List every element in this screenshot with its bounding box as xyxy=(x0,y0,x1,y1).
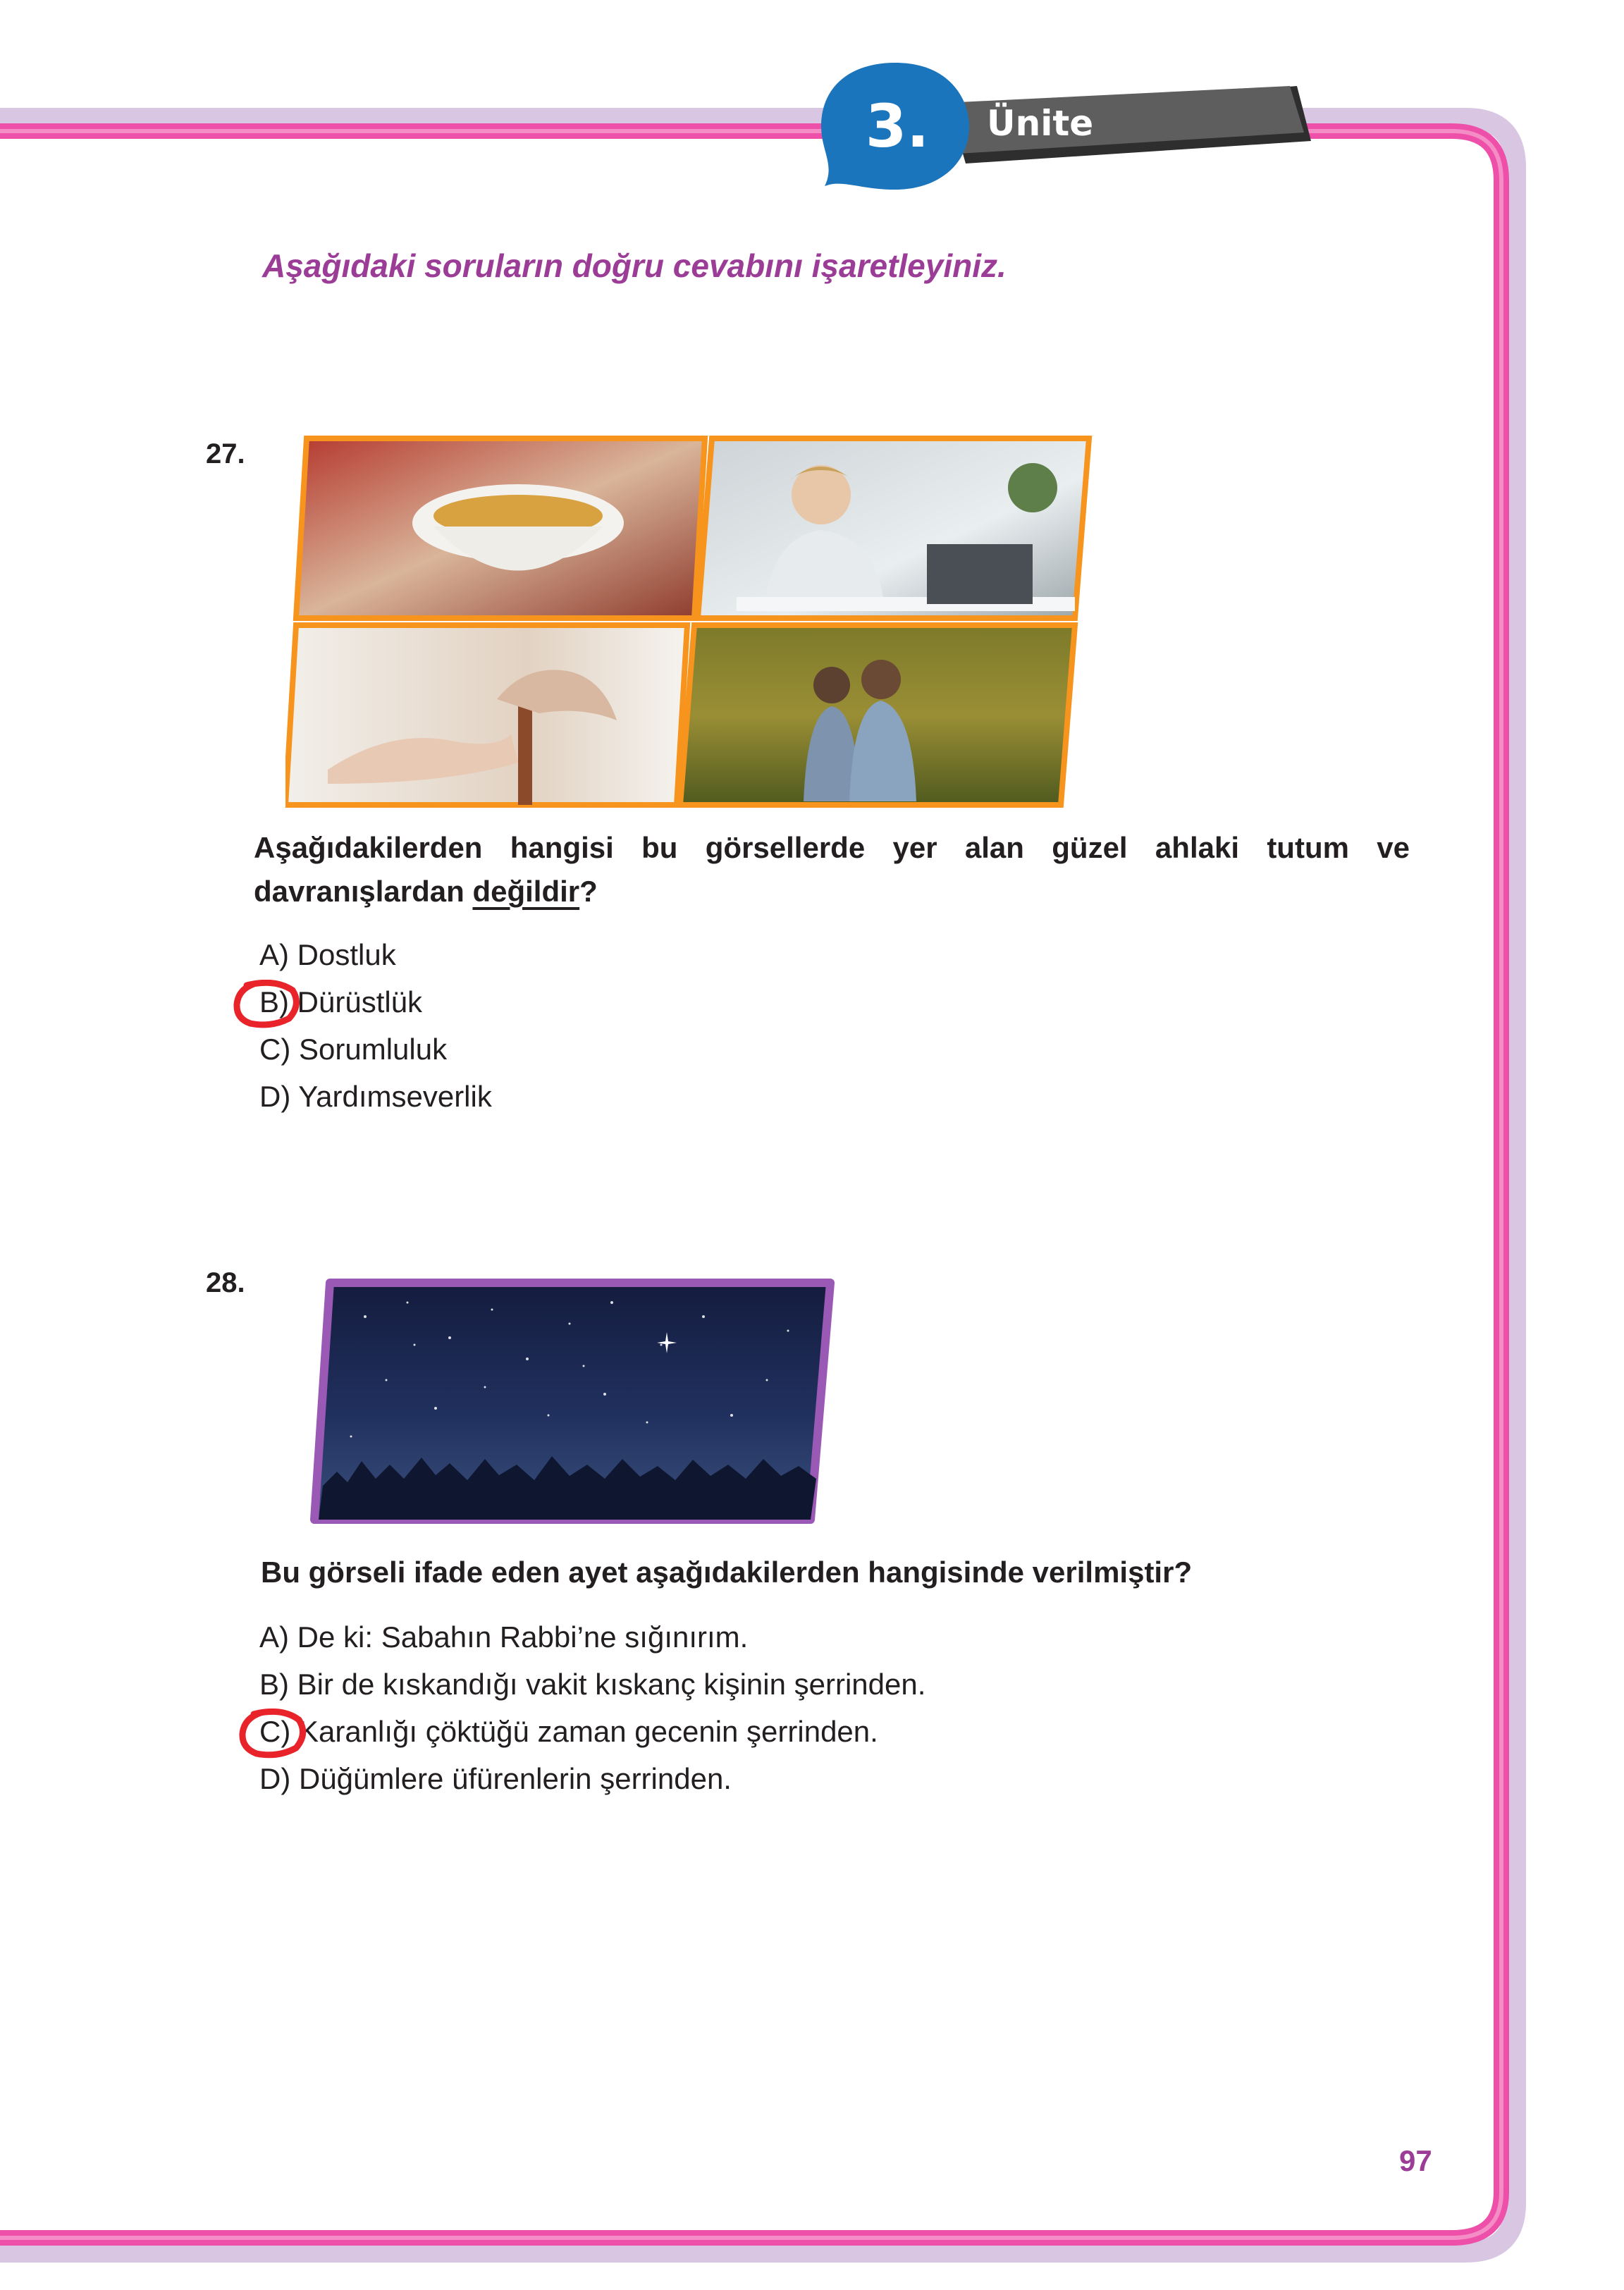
unit-label: Ünite xyxy=(987,103,1094,144)
photo-boy-studying xyxy=(698,438,1089,618)
question-27-option-a[interactable]: A) Dostluk xyxy=(259,938,396,971)
question-28-stem: Bu görseli ifade eden ayet aşağıdakilerden hangisinde verilmiştir? xyxy=(261,1556,1193,1589)
question-28-option-c[interactable]: C) Karanlığı çöktüğü zaman gecenin şerrinden. xyxy=(259,1715,878,1748)
question-28-number: 28. xyxy=(206,1267,245,1298)
question-27-option-c[interactable]: C) Sorumluluk xyxy=(259,1033,448,1066)
question-27-stem-line2-start: davranışlardan xyxy=(254,875,473,908)
question-28-answer-mark-circle xyxy=(238,1709,309,1759)
photo-soup-sharing xyxy=(296,438,705,618)
question-28-option-d[interactable]: D) Düğümlere üfürenlerin şerrinden. xyxy=(259,1762,732,1795)
question-27-option-b[interactable]: B) Dürüstlük xyxy=(259,985,423,1018)
question-28-option-a[interactable]: A) De ki: Sabahın Rabbi’ne sığınırım. xyxy=(259,1620,749,1654)
instruction-text: Aşağıdaki soruların doğru cevabını işaretleyiniz. xyxy=(262,247,1007,284)
page-number: 97 xyxy=(1399,2144,1432,2177)
question-27-stem-line2-end: ? xyxy=(579,875,598,908)
question-27-stem xyxy=(254,826,1410,913)
question-27-answer-mark-circle xyxy=(233,980,303,1029)
photo-friends-in-field xyxy=(680,625,1075,805)
question-28-option-b[interactable]: B) Bir de kıskandığı vakit kıskanç kişinin şerrinden. xyxy=(259,1668,926,1701)
question-27-option-d[interactable]: D) Yardımseverlik xyxy=(259,1080,492,1113)
question-28-night-sky-image xyxy=(309,1274,839,1528)
unit-number: 3. xyxy=(865,92,930,161)
question-27-photo-collage xyxy=(285,431,1096,812)
question-27-number: 27. xyxy=(206,438,245,469)
question-27-stem-line1: Aşağıdakilerden hangisi bu görsellerde yer alan güzel ahlaki tutum ve xyxy=(254,831,1410,864)
photo-helping-elderly xyxy=(285,625,687,805)
question-27-negation-underlined: değildir xyxy=(472,875,580,908)
